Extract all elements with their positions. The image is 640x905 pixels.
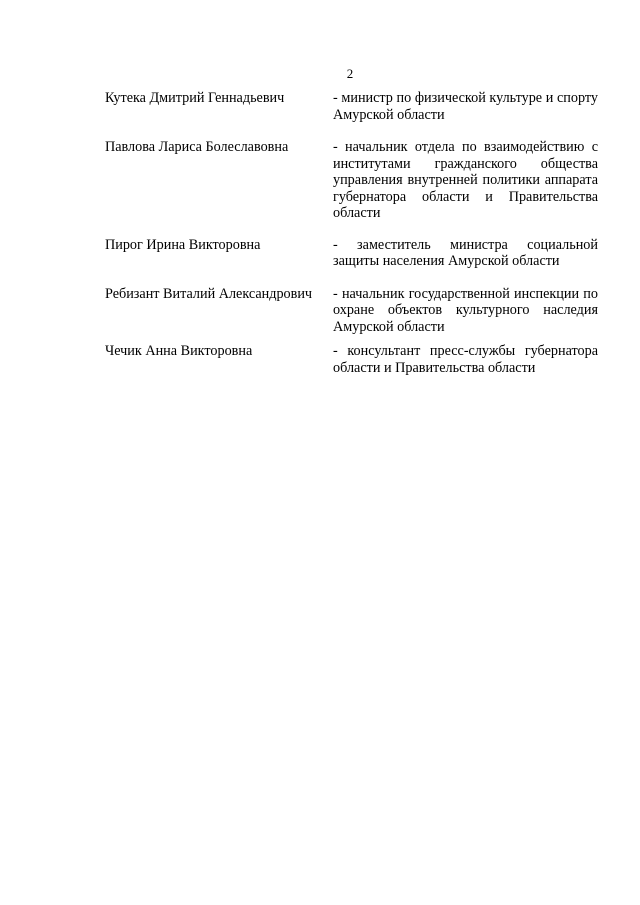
list-item [105, 90, 598, 123]
list-item [105, 237, 598, 270]
member-name: Пирог Ирина Викторовна [105, 236, 261, 253]
list-item [105, 343, 598, 376]
list-item [105, 139, 598, 222]
list-item [105, 286, 598, 336]
member-name: Кутека Дмитрий Геннадьевич [105, 90, 285, 106]
member-role: - начальник государственной инспекции по охране объектов культурного наследия Амурской области [333, 285, 598, 335]
member-role: - министр по физической культуре и спорту Амурской области [333, 90, 598, 123]
member-role: - начальник отдела по взаимодействию с институтами гражданского общества управления внутренней политики аппарата губернатора области и Правительства области [333, 139, 598, 221]
member-role: - заместитель министра социальной защиты населения Амурской области [333, 236, 598, 269]
member-name: Ребизант Виталий Александрович [105, 285, 313, 302]
page-number: 2 [346, 66, 354, 81]
member-name: Павлова Лариса Болеславовна [105, 139, 289, 155]
member-name: Чечик Анна Викторовна [105, 343, 253, 359]
member-role: - консультант пресс-службы губернатора области и Правительства области [333, 343, 598, 376]
member-list [105, 90, 598, 376]
